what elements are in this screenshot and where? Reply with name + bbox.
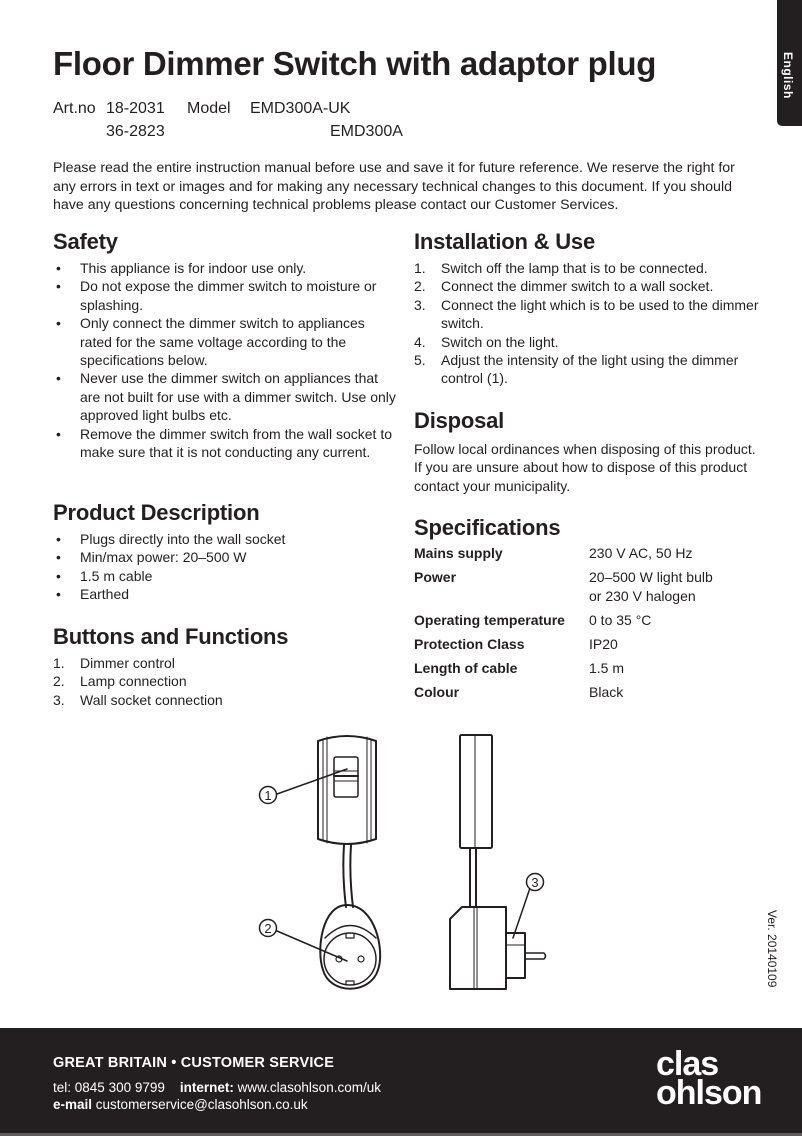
svg-text:1: 1 xyxy=(264,788,272,803)
svg-text:3: 3 xyxy=(531,875,539,890)
model-value: EMD300A xyxy=(330,123,403,140)
list-item: 1. Dimmer control xyxy=(53,655,175,671)
list-item: • Never use the dimmer switch on appliances that are not built for use with a dimmer switch. Use only approved light bulbs etc. xyxy=(56,370,396,424)
list-item: 3. Connect the light which is to be used to the dimmer switch. xyxy=(414,296,759,332)
list-item: • Remove the dimmer switch from the wall socket to make sure that it is not conducting any current. xyxy=(56,425,392,461)
svg-text:2: 2 xyxy=(264,921,272,936)
safety-section xyxy=(53,229,398,461)
spec-row: Colour Black xyxy=(414,684,624,700)
list-item: • Earthed xyxy=(56,586,130,603)
version-label: Ver. 20140109 xyxy=(765,910,779,988)
list-item: 2. Lamp connection xyxy=(53,673,187,690)
internet-label: internet: xyxy=(179,1080,234,1095)
buttons-functions-section xyxy=(53,624,398,709)
buttons-functions-heading: Buttons and Functions xyxy=(53,624,289,649)
specifications-table xyxy=(414,544,759,702)
brand-logo: clas ohlson xyxy=(656,1045,762,1112)
product-description-heading: Product Description xyxy=(53,500,260,525)
tel-label: tel: xyxy=(53,1080,72,1095)
list-item: • Do not expose the dimmer switch to moisture or splashing. xyxy=(56,278,377,313)
footer-heading: GREAT BRITAIN • CUSTOMER SERVICE xyxy=(53,1055,335,1071)
list-item: 2. Connect the dimmer switch to a wall socket. xyxy=(414,278,714,295)
product-description-list xyxy=(53,530,398,604)
spec-row: Power 20–500 W light bulb or 230 V halogen xyxy=(414,569,713,604)
art-no-label: Art.no xyxy=(53,100,96,117)
footer xyxy=(0,1028,802,1136)
installation-section xyxy=(414,229,759,388)
list-item: • 1.5 m cable xyxy=(56,567,153,584)
specifications-section xyxy=(414,515,759,707)
language-label: English xyxy=(781,52,795,99)
installation-list xyxy=(414,259,759,388)
spec-row: Mains supply 230 V AC, 50 Hz xyxy=(414,545,693,561)
language-tab xyxy=(777,0,802,126)
intro-text: Please read the entire instruction manual before use and save it for future reference. We reserve the right for any errors in text or images and for making any necessary technical changes to this document. If you should have any questions concerning technical problems please contact our Customer Services. xyxy=(53,160,735,213)
spec-row: Protection Class IP20 xyxy=(414,636,618,652)
email-link[interactable]: customerservice@clasohlson.co.uk xyxy=(95,1097,308,1112)
internet-link[interactable]: www.clasohlson.com/uk xyxy=(237,1080,381,1095)
list-item: • Only connect the dimmer switch to appliances rated for the same voltage according to the specifications below. xyxy=(56,315,365,369)
installation-heading: Installation & Use xyxy=(414,229,595,254)
spec-row: Length of cable 1.5 m xyxy=(414,660,625,676)
tel-value[interactable]: 0845 300 9799 xyxy=(74,1080,165,1095)
disposal-heading: Disposal xyxy=(414,408,505,433)
dimmer-side-view xyxy=(450,735,546,989)
list-item: 5. Adjust the intensity of the light using the dimmer control (1). xyxy=(414,352,739,387)
product-illustration xyxy=(250,725,560,995)
list-item: • Min/max power: 20–500 W xyxy=(56,549,247,566)
page-title: Floor Dimmer Switch with adaptor plug xyxy=(53,45,657,82)
callout-3 xyxy=(513,874,544,939)
specifications-heading: Specifications xyxy=(414,515,561,540)
buttons-functions-list xyxy=(53,654,398,709)
list-item: • Plugs directly into the wall socket xyxy=(56,531,286,547)
model-label: Model xyxy=(187,100,231,117)
model-value: EMD300A-UK xyxy=(250,100,351,117)
email-label: e-mail xyxy=(53,1097,93,1112)
list-item: 3. Wall socket connection xyxy=(53,691,223,708)
dimmer-front-view xyxy=(318,736,380,989)
list-item: 4. Switch on the light. xyxy=(414,333,559,350)
safety-heading: Safety xyxy=(53,229,118,254)
list-item: • This appliance is for indoor use only. xyxy=(56,260,307,276)
product-description-section xyxy=(53,500,398,604)
list-item: 1. Switch off the lamp that is to be connected. xyxy=(414,260,708,276)
disposal-text: Follow local ordinances when disposing of this product. If you are unsure about how to dispose of this product contact your municipality. xyxy=(414,441,756,494)
art-no-value: 36-2823 xyxy=(106,123,165,140)
art-no-value: 18-2031 xyxy=(106,100,165,117)
disposal-section xyxy=(414,408,759,495)
callout-2 xyxy=(260,920,348,962)
safety-list xyxy=(53,259,398,461)
spec-row: Operating temperature 0 to 35 °C xyxy=(414,612,652,628)
footer-contact xyxy=(53,1079,381,1113)
